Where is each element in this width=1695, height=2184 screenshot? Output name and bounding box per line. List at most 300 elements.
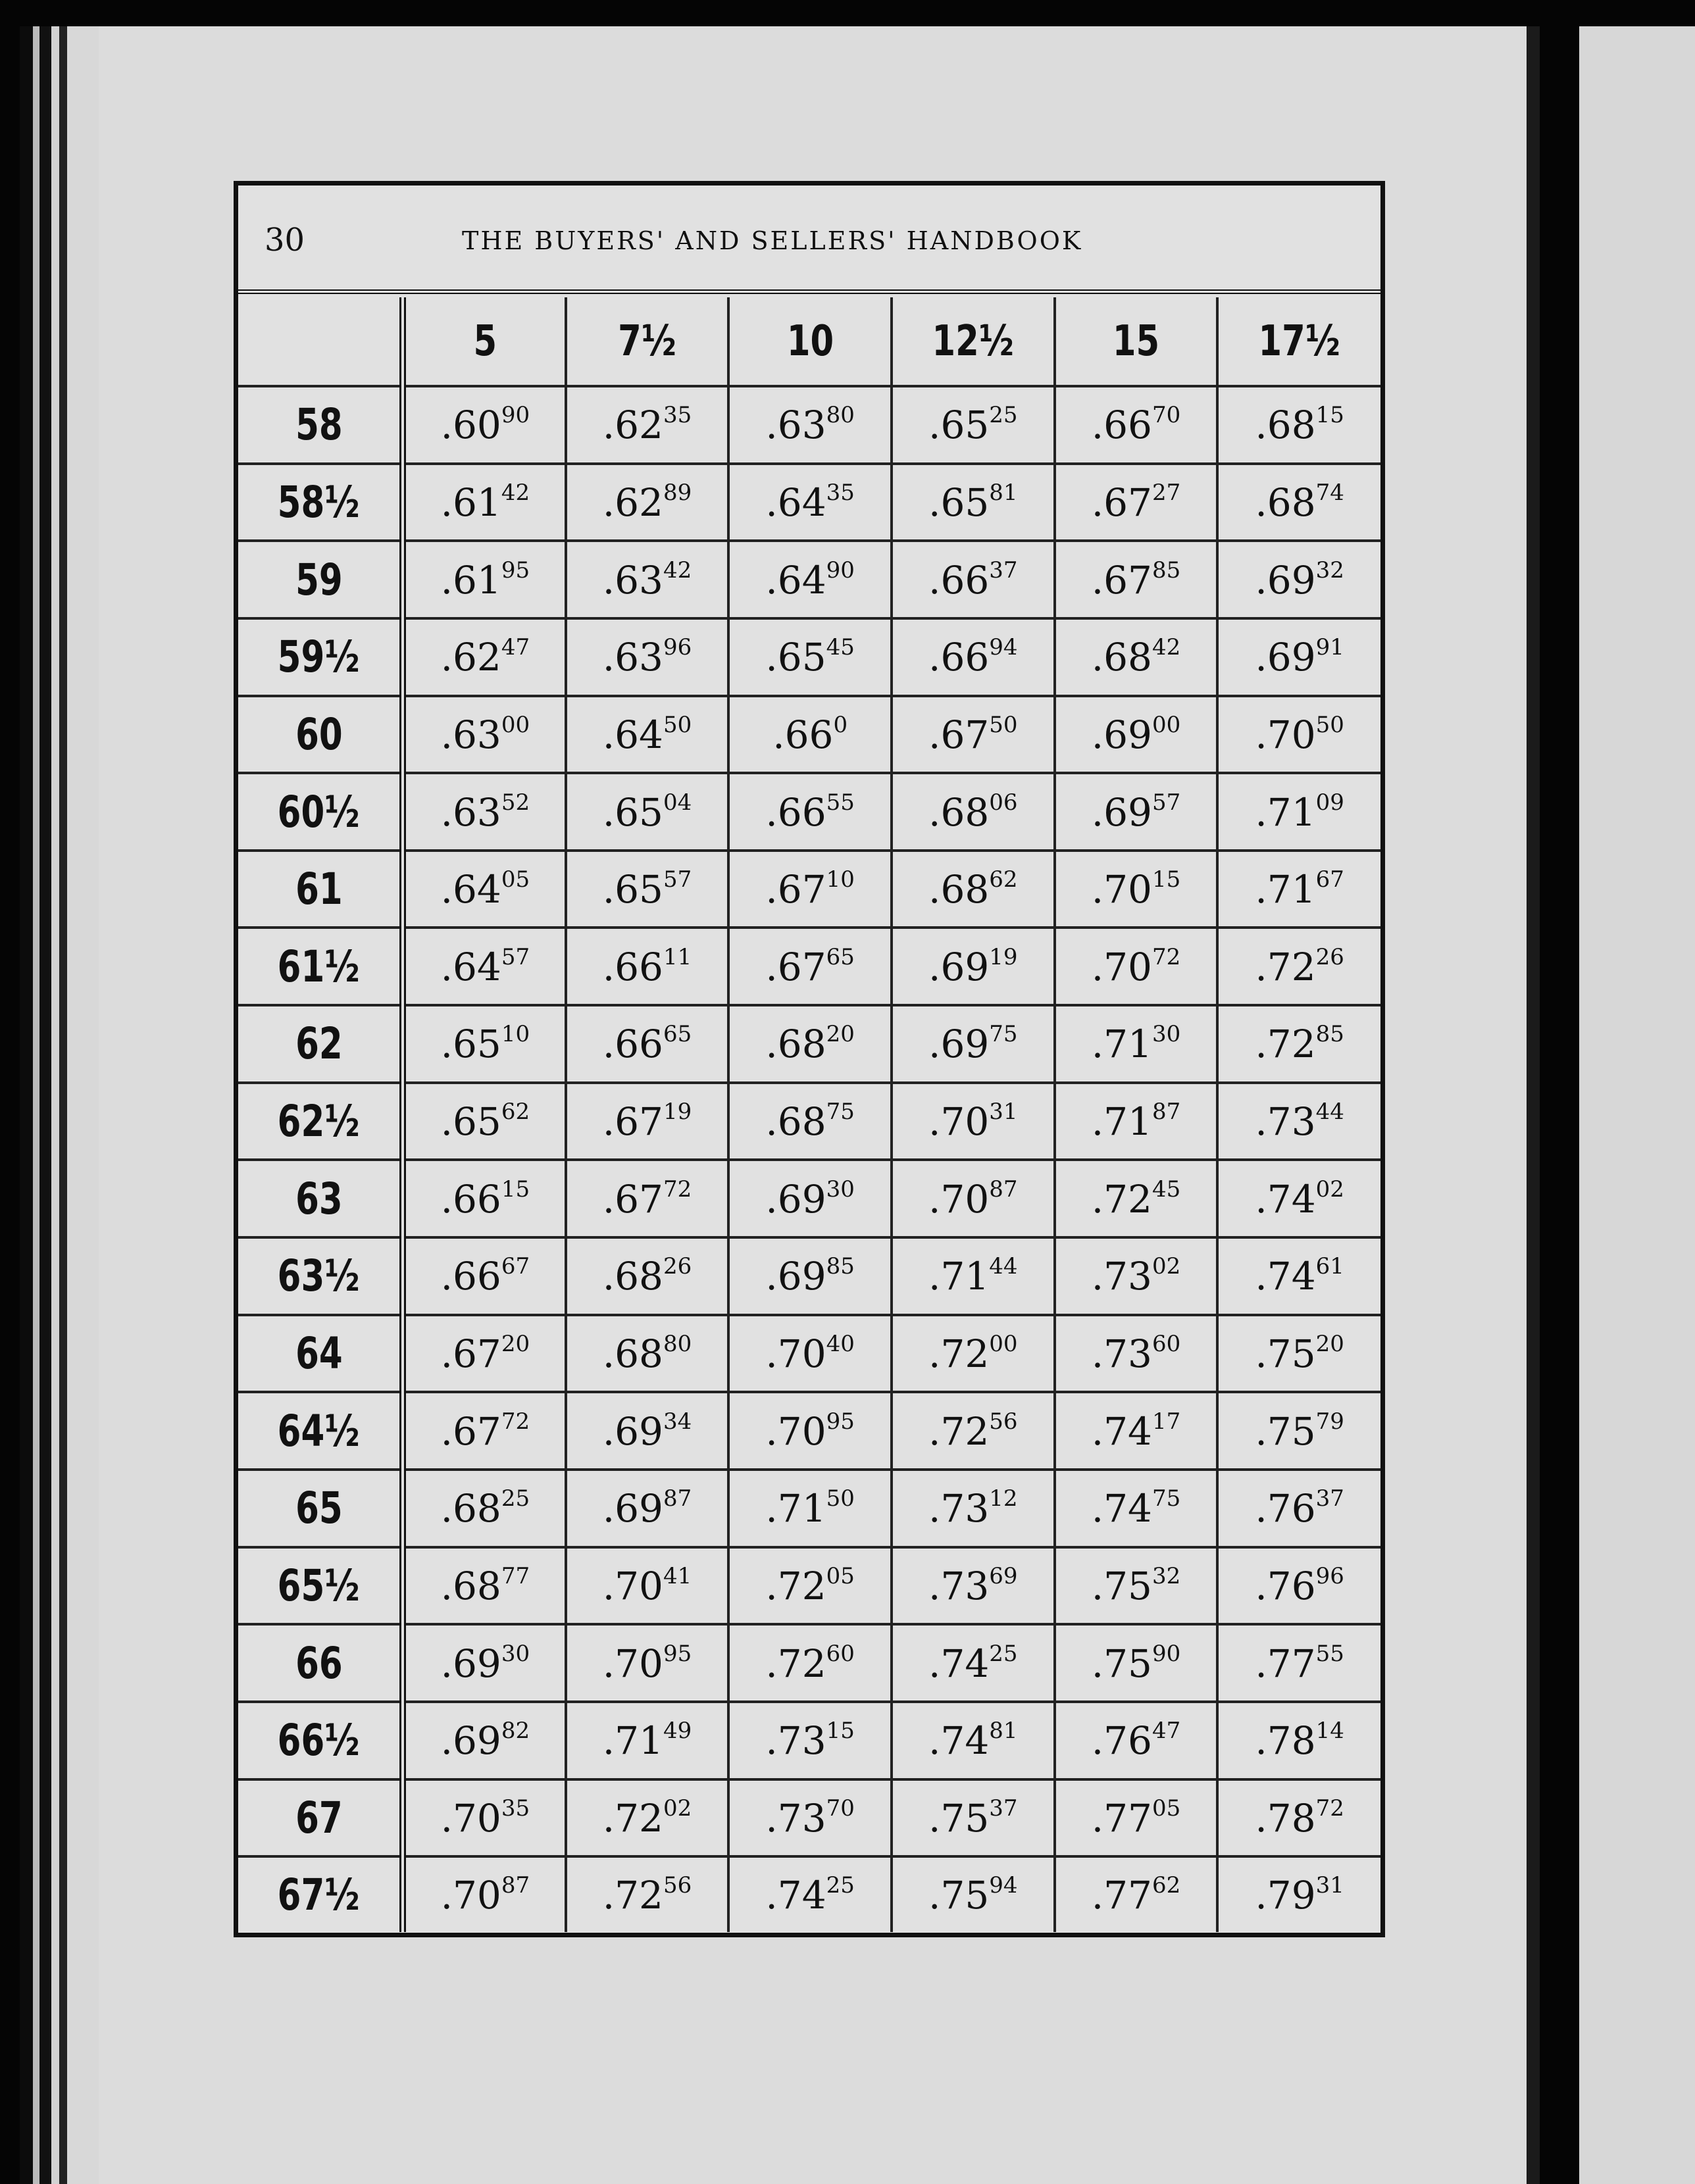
rate-cell [566,1237,729,1315]
rate-fraction: 60 [826,1640,855,1667]
rate-fraction: 45 [826,634,855,661]
table-row [238,464,1380,541]
rate-cell [1217,618,1380,696]
rate-fraction: 40 [826,1331,855,1357]
rate-main: .74 [1255,1254,1316,1299]
table-row [238,851,1380,928]
rate-value [603,1099,692,1144]
rate-cell [728,1702,892,1779]
rate-fraction: 02 [663,1795,692,1822]
rate-main: .68 [602,1331,663,1376]
rate-fraction: 42 [501,479,530,506]
rate-fraction: 34 [663,1408,692,1435]
rate-cell [566,1392,729,1470]
rate-value [1092,1022,1181,1066]
rate-fraction: 47 [501,634,530,661]
rate-main: .69 [602,1408,663,1454]
rate-main: .75 [928,1795,990,1841]
row-label: 62 [295,1018,343,1070]
rate-cell [566,773,729,851]
rate-cell [566,1083,729,1160]
rate-fraction: 95 [826,1408,855,1435]
rate-fraction: 26 [1315,943,1344,970]
rate-fraction: 04 [663,789,692,816]
row-header [238,696,403,774]
row-header [238,1392,403,1470]
rate-main: .66 [1091,403,1152,448]
rate-fraction: 19 [663,1099,692,1126]
rate-cell [892,1392,1055,1470]
table-row [238,696,1380,774]
rate-fraction: 72 [501,1408,530,1435]
rate-fraction: 11 [663,943,692,970]
rate-value [603,1331,692,1376]
rate-main: .64 [765,557,826,603]
rate-value [772,712,848,757]
table-row [238,618,1380,696]
rate-fraction: 89 [663,479,692,506]
rate-fraction: 56 [989,1408,1018,1435]
rate-main: .63 [765,403,826,448]
rate-cell [566,1856,729,1932]
rate-value [603,712,692,757]
rate-cell [1055,1237,1218,1315]
rate-cell [1217,541,1380,618]
rate-main: .69 [440,1718,501,1764]
column-header: 7½ [566,297,729,386]
rate-value [928,403,1018,447]
rate-value [1092,867,1181,912]
rate-value [441,1718,530,1763]
rate-cell [1055,1470,1218,1547]
table-row [238,1237,1380,1315]
rate-main: .66 [928,635,990,680]
rate-value [603,945,692,989]
rate-main: .72 [1255,1022,1316,1067]
rate-main: .62 [602,403,663,448]
rate-fraction: 00 [501,711,530,738]
rate-fraction: 87 [989,1176,1018,1203]
row-header [238,1237,403,1315]
rate-main: .74 [1091,1408,1152,1454]
rate-main: .74 [928,1641,990,1686]
rate-cell [566,541,729,618]
rate-main: .70 [928,1176,990,1222]
rate-value [765,945,855,989]
rate-main: .68 [928,867,990,912]
rate-cell [566,1005,729,1083]
rate-cell [1217,1856,1380,1932]
rate-value [765,790,855,835]
rate-cell [403,928,566,1005]
rate-fraction: 35 [663,402,692,429]
rate-cell [1217,1702,1380,1779]
rate-cell [403,1470,566,1547]
rate-main: .74 [928,1718,990,1764]
rate-cell [403,464,566,541]
rate-cell [892,1160,1055,1237]
rate-fraction: 57 [663,866,692,893]
rate-main: .71 [1255,789,1316,835]
rate-main: .73 [765,1795,826,1841]
rate-cell [728,541,892,618]
rate-cell [403,696,566,774]
rate-cell [728,1856,892,1932]
row-label: 62½ [278,1096,360,1147]
rate-main: .63 [440,712,501,757]
rate-cell [892,1547,1055,1625]
rate-cell [1217,1392,1380,1470]
rate-main: .70 [1091,867,1152,912]
rate-fraction: 87 [1151,1099,1181,1126]
rate-main: .72 [765,1641,826,1686]
rate-fraction: 62 [989,866,1018,893]
rate-value [928,635,1018,680]
rate-main: .71 [602,1718,663,1764]
rate-main: .67 [1091,557,1152,603]
row-header [238,1315,403,1393]
rate-value [1092,1099,1181,1144]
rate-main: .72 [1091,1176,1152,1222]
rate-cell [403,618,566,696]
rate-fraction: 02 [1315,1176,1344,1203]
rate-main: .72 [928,1331,990,1376]
rate-main: .70 [928,1099,990,1145]
rate-main: .78 [1255,1718,1316,1764]
row-header [238,618,403,696]
rate-cell [728,1005,892,1083]
rate-fraction: 45 [1151,1176,1181,1203]
rate-value [1255,867,1344,912]
page-header [238,186,1380,294]
rate-main: .68 [1091,635,1152,680]
rate-cell [566,1702,729,1779]
rate-value [1092,558,1181,603]
rate-fraction: 15 [826,1718,855,1745]
rate-cell [1217,1547,1380,1625]
rate-value [603,1177,692,1222]
rate-cell [1055,773,1218,851]
row-header [238,1005,403,1083]
rate-main: .68 [440,1563,501,1608]
rate-value [765,1022,855,1066]
rate-cell [728,464,892,541]
rate-main: .67 [602,1176,663,1222]
rate-fraction: 72 [1151,943,1181,970]
rate-fraction: 35 [826,479,855,506]
rate-cell [403,1083,566,1160]
rate-main: .63 [602,557,663,603]
rate-fraction: 32 [1151,1562,1181,1589]
rate-fraction: 17 [1151,1408,1181,1435]
rate-fraction: 56 [663,1872,692,1899]
rate-main: .68 [440,1486,501,1531]
rate-cell [1217,464,1380,541]
row-label: 61½ [278,941,360,992]
rate-main: .74 [765,1873,826,1918]
rate-value [928,1641,1018,1686]
rate-main: .69 [440,1641,501,1686]
rate-cell [892,1315,1055,1393]
rate-value [928,1564,1018,1608]
rate-cell [728,618,892,696]
rate-cell [892,1856,1055,1932]
rate-cell [1055,1779,1218,1857]
rate-main: .64 [440,944,501,989]
rate-fraction: 79 [1315,1408,1344,1435]
row-label: 59 [295,554,343,605]
rate-cell [566,1624,729,1702]
rate-value [1255,1409,1344,1454]
rate-cell [566,386,729,464]
rate-main: .62 [440,635,501,680]
rate-value [603,1641,692,1686]
rate-cell [1055,1005,1218,1083]
rate-value [1255,790,1344,835]
rate-cell [1055,1160,1218,1237]
rate-fraction: 20 [1315,1331,1344,1357]
rate-value [928,712,1018,757]
rate-value [441,480,530,525]
rate-main: .68 [765,1099,826,1145]
rate-cell [1055,1547,1218,1625]
rate-value [765,1718,855,1763]
table-row [238,1470,1380,1547]
row-header [238,1856,403,1932]
rate-main: .66 [602,1022,663,1067]
rate-value [603,1486,692,1531]
rate-value [765,558,855,603]
rate-fraction: 50 [826,1485,855,1512]
rate-fraction: 90 [826,557,855,583]
rate-main: .70 [440,1873,501,1918]
rate-fraction: 15 [1315,402,1344,429]
rate-fraction: 49 [663,1718,692,1745]
rate-main: .74 [1255,1176,1316,1222]
rate-fraction: 91 [1315,634,1344,661]
rate-cell [892,541,1055,618]
rate-fraction: 69 [989,1562,1018,1589]
rate-main: .72 [602,1795,663,1841]
rate-value [603,1254,692,1299]
rate-value [603,1796,692,1841]
rate-value [928,1254,1018,1299]
rate-value [441,1641,530,1686]
rate-cell [892,386,1055,464]
rate-fraction: 75 [1151,1485,1181,1512]
rate-fraction: 37 [989,1795,1018,1822]
rate-fraction: 30 [501,1640,530,1667]
rate-value [928,945,1018,989]
rate-fraction: 0 [833,711,848,738]
rate-value [441,1099,530,1144]
rate-fraction: 09 [1315,789,1344,816]
rate-value [603,790,692,835]
rate-value [928,1099,1018,1144]
rate-fraction: 05 [826,1562,855,1589]
rate-value [1092,1718,1181,1763]
rate-main: .65 [602,867,663,912]
rate-cell [566,1547,729,1625]
rate-cell [1217,773,1380,851]
rate-fraction: 96 [1315,1562,1344,1589]
rate-main: .68 [765,1022,826,1067]
rate-cell [403,1315,566,1393]
rate-value [1092,1564,1181,1608]
facing-page-edge [1579,26,1695,2184]
rate-value [1092,1796,1181,1841]
rate-cell [566,851,729,928]
rate-main: .69 [765,1176,826,1222]
rate-fraction: 50 [663,711,692,738]
rate-value [1092,790,1181,835]
rate-value [765,1254,855,1299]
rate-fraction: 95 [663,1640,692,1667]
rate-value [441,867,530,912]
row-label: 59½ [278,632,360,683]
rate-main: .69 [1255,557,1316,603]
rate-main: .69 [1255,635,1316,680]
rate-value [441,1331,530,1376]
rate-value [765,1641,855,1686]
rate-cell [1217,1779,1380,1857]
table-row [238,1160,1380,1237]
rate-fraction: 75 [989,1021,1018,1048]
rate-cell [728,1315,892,1393]
rate-value [765,1873,855,1918]
rate-main: .69 [1091,789,1152,835]
rate-value [1255,1486,1344,1531]
rate-fraction: 82 [501,1718,530,1745]
rate-main: .69 [928,944,990,989]
column-header: 10 [728,297,892,386]
rate-fraction: 44 [989,1253,1018,1280]
rate-main: .73 [1255,1099,1316,1145]
rate-cell [403,1856,566,1932]
rate-fraction: 00 [1151,711,1181,738]
rate-cell [566,1779,729,1857]
rate-cell [892,1083,1055,1160]
rate-cell [892,1237,1055,1315]
row-header [238,541,403,618]
rate-main: .65 [928,403,990,448]
rate-value [1255,558,1344,603]
rate-fraction: 25 [826,1872,855,1899]
row-label: 63½ [278,1251,360,1302]
rate-cell [728,851,892,928]
rate-fraction: 30 [826,1176,855,1203]
rate-fraction: 20 [501,1331,530,1357]
rate-value [441,1486,530,1531]
rate-main: .70 [602,1563,663,1608]
rate-value [603,1022,692,1066]
rate-value [1255,712,1344,757]
rate-cell [403,773,566,851]
row-label: 66 [295,1637,343,1689]
rate-cell [566,696,729,774]
rate-fraction: 06 [989,789,1018,816]
rate-cell [728,1083,892,1160]
rate-main: .71 [765,1486,826,1531]
table-row [238,1624,1380,1702]
rate-cell [403,1005,566,1083]
rate-cell [403,386,566,464]
row-label: 65½ [278,1560,360,1611]
rate-main: .61 [440,480,501,525]
row-header [238,928,403,1005]
rate-value [441,790,530,835]
rate-main: .64 [440,867,501,912]
row-label: 67 [295,1792,343,1843]
rate-value [928,1486,1018,1531]
table-row [238,773,1380,851]
rate-value [1255,635,1344,680]
rate-fraction: 87 [501,1872,530,1899]
rate-main: .72 [928,1408,990,1454]
rate-fraction: 37 [989,557,1018,583]
rate-cell [1217,1237,1380,1315]
rate-table [238,297,1380,1932]
rate-cell [566,1470,729,1547]
rate-cell [892,1470,1055,1547]
rate-cell [1055,1083,1218,1160]
rate-main: .76 [1255,1563,1316,1608]
rate-main: .69 [1091,712,1152,757]
column-header: 5 [403,297,566,386]
rate-cell [728,1392,892,1470]
rate-fraction: 72 [1315,1795,1344,1822]
row-header [238,386,403,464]
rate-fraction: 10 [826,866,855,893]
rate-value [1255,480,1344,525]
corner-cell [238,297,403,386]
rate-fraction: 62 [1151,1872,1181,1899]
rate-value [765,1796,855,1841]
rate-main: .67 [440,1408,501,1454]
rate-cell [1217,851,1380,928]
rate-cell [728,1470,892,1547]
rate-main: .77 [1255,1641,1316,1686]
rate-main: .75 [1091,1563,1152,1608]
rate-main: .68 [602,1254,663,1299]
book-page-edges [20,26,99,2184]
rate-main: .67 [928,712,990,757]
rate-main: .63 [440,789,501,835]
rate-value [765,1409,855,1454]
rate-cell [1217,1160,1380,1237]
rate-main: .75 [928,1873,990,1918]
rate-cell [566,618,729,696]
rate-value [1092,1177,1181,1222]
rate-fraction: 61 [1315,1253,1344,1280]
rate-fraction: 02 [1151,1253,1181,1280]
rate-fraction: 44 [1315,1099,1344,1126]
rate-value [1092,635,1181,680]
rate-fraction: 20 [826,1021,855,1048]
rate-main: .68 [1255,480,1316,525]
rate-main: .64 [602,712,663,757]
rate-fraction: 30 [1151,1021,1181,1048]
rate-main: .75 [1091,1641,1152,1686]
rate-main: .77 [1091,1873,1152,1918]
rate-cell [403,851,566,928]
row-header [238,1624,403,1702]
rate-fraction: 80 [663,1331,692,1357]
rate-main: .73 [1091,1331,1152,1376]
row-header [238,464,403,541]
rate-fraction: 47 [1151,1718,1181,1745]
rate-main: .68 [1255,403,1316,448]
